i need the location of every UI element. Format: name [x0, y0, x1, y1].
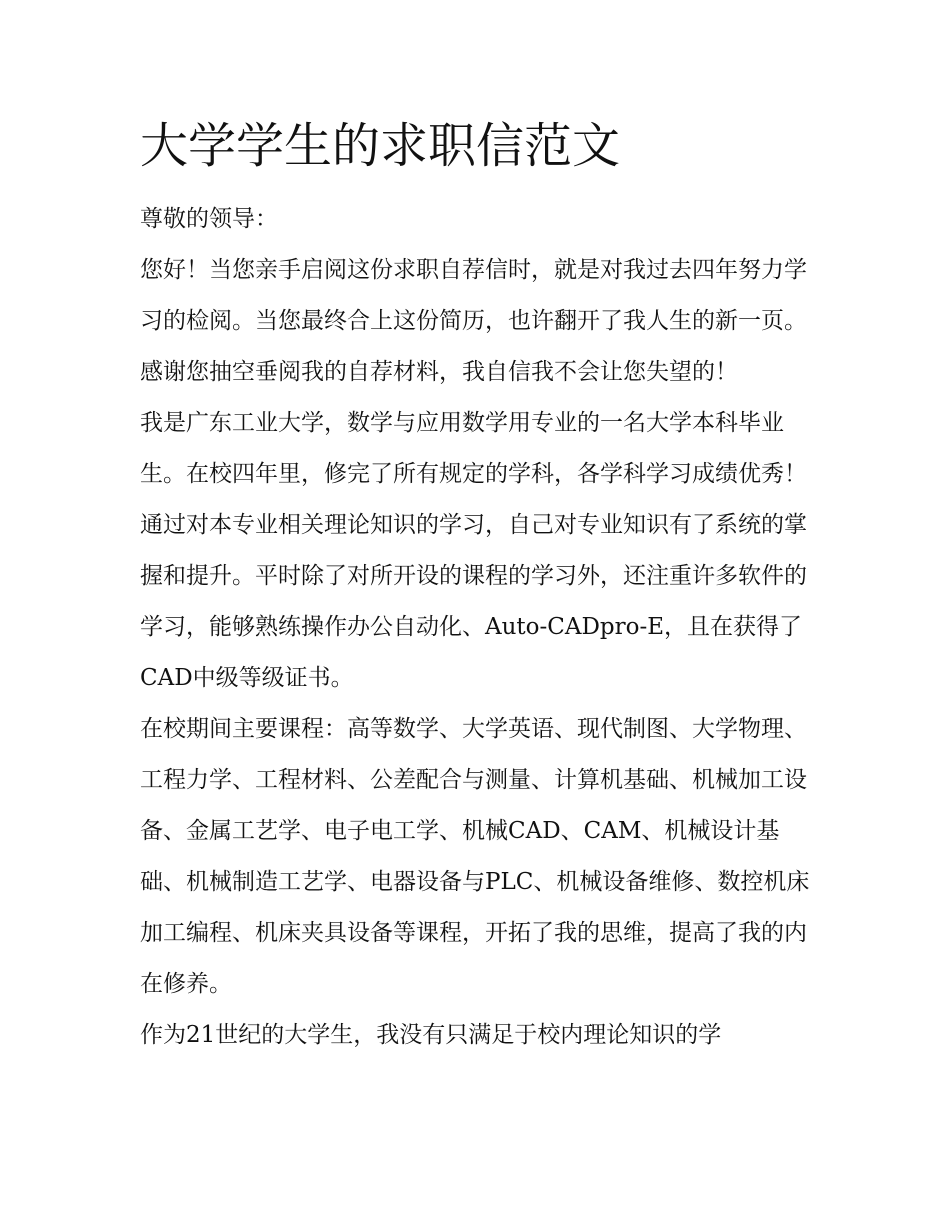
courses-paragraph: 在校期间主要课程：高等数学、大学英语、现代制图、大学物理、工程力学、工程材料、公差配合与测量、计算机基础、机械加工设备、金属工艺学、电子电工学、机械CAD、CAM、机械设计基础、机械制造工艺学、电器设备与PLC、机械设备维修、数控机床加工编程、机床夹具设备等课程，开拓了我的思维，提高了我的内在修养。	[140, 716, 810, 997]
document-title: 大学学生的求职信范文	[140, 118, 621, 174]
background-paragraph: 我是广东工业大学，数学与应用数学用专业的一名大学本科毕业生。在校四年里，修完了所有规定的学科，各学科学习成绩优秀！通过对本专业相关理论知识的学习，自己对专业知识有了系统的掌握和提升。平时除了对所开设的课程的学习外，还注重许多软件的学习，能够熟练操作办公自动化、Auto-CADpro-E，且在获得了CAD中级等级证书。	[140, 410, 807, 691]
intro-paragraph: 您好！当您亲手启阅这份求职自荐信时，就是对我过去四年努力学习的检阅。当您最终合上这份简历，也许翻开了我人生的新一页。感谢您抽空垂阅我的自荐材料，我自信我不会让您失望的！	[140, 257, 807, 385]
closing-paragraph: 作为21世纪的大学生，我没有只满足于校内理论知识的学	[140, 1022, 722, 1048]
salutation-paragraph: 尊敬的领导：	[140, 206, 278, 232]
document-page	[140, 110, 812, 1061]
